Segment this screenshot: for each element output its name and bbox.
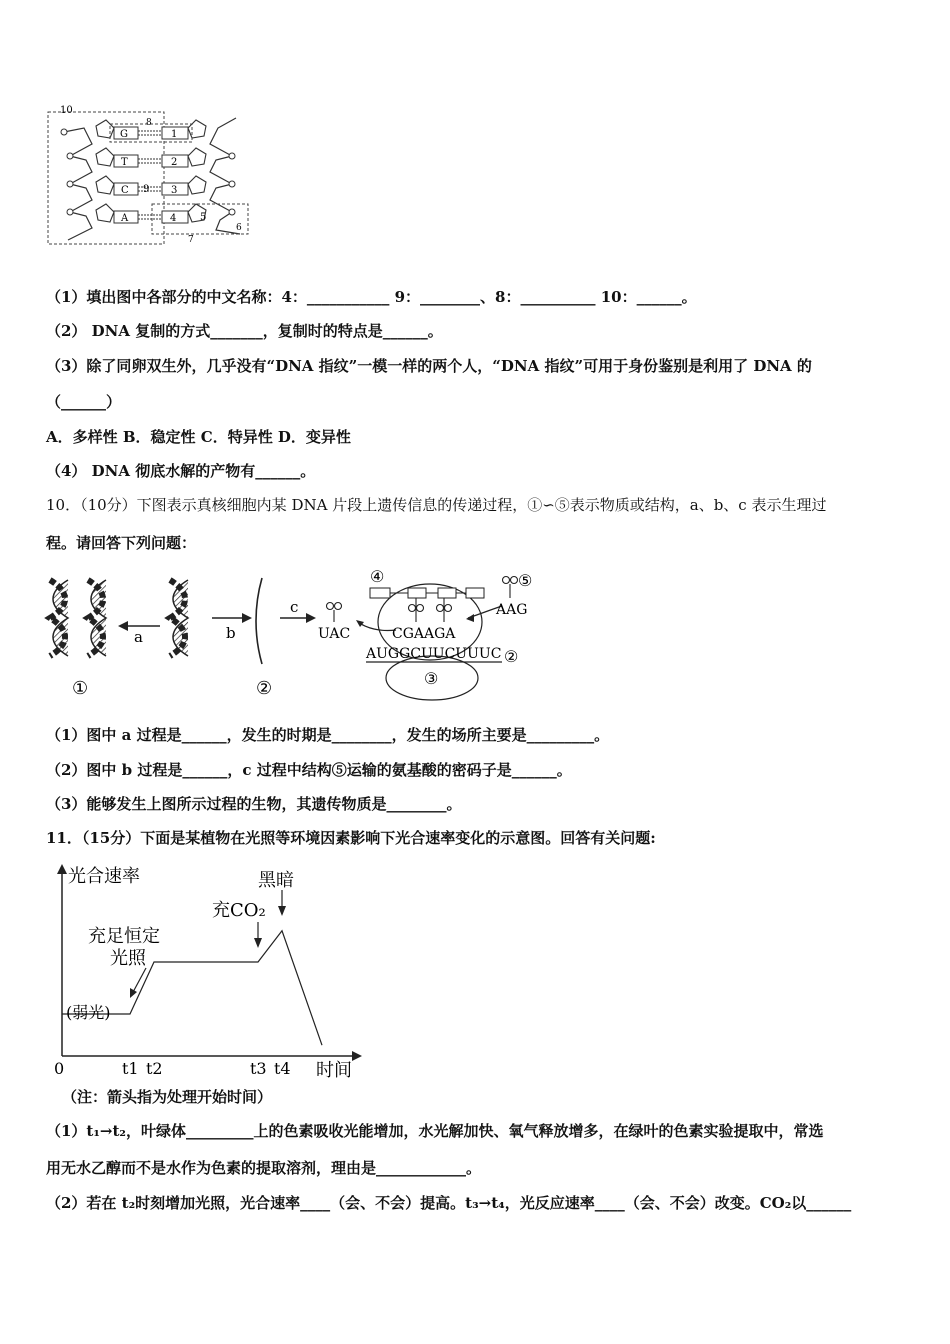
label-7: 7 <box>188 235 194 245</box>
annotation-weak-light: (弱光) <box>66 1003 111 1022</box>
x-tick-t1: t1 <box>122 1059 139 1078</box>
label-3: 3 <box>171 185 178 196</box>
q10-sub2: （2）图中 b 过程是______，c 过程中结构⑤运输的氨基酸的密码子是______。 <box>46 761 572 779</box>
series-line <box>62 931 322 1045</box>
base-t: T <box>121 157 128 168</box>
label-4: 4 <box>170 213 177 224</box>
q11-stem: 11．（15分）下面是某植物在光照等环境因素影响下光合速率变化的示意图。回答有关问题: <box>46 829 656 847</box>
arrow-b-label: b <box>226 624 236 642</box>
q10-sub3: （3）能够发生上图所示过程的生物，其遗传物质是________。 <box>46 795 462 813</box>
trna-exit-arrow <box>358 622 396 631</box>
q11-sub1-line1: （1）t₁→t₂，叶绿体_________上的色素吸收光能增加，水光解加快、氧气释放增多，在绿叶的色素实验提取中，常选 <box>46 1122 824 1140</box>
arrow-a-head <box>118 621 128 631</box>
left-sugars <box>96 120 114 222</box>
arrow-light-head <box>130 988 137 998</box>
q10-stem-line1 <box>46 494 826 515</box>
origin-label: 0 <box>54 1059 65 1078</box>
dna-helix-single <box>170 580 188 656</box>
x-tick-labels <box>122 1059 291 1078</box>
anticodon-uac: UAC <box>318 626 351 642</box>
peptide-box-4 <box>370 588 390 598</box>
label-9: 9 <box>143 184 150 195</box>
label-1: 1 <box>171 129 178 140</box>
label-1: ① <box>72 678 89 699</box>
q9-sub3: （3）除了同卵双生外，几乎没有“DNA 指纹”一模一样的两个人，“DNA 指纹”可用于身份鉴别是利用了 DNA 的 <box>46 357 812 375</box>
q10-stem-line2: 程。请回答下列问题： <box>46 534 197 552</box>
base-boxes-right <box>162 127 188 223</box>
arrow-dark-head <box>278 906 286 916</box>
annotation-co2: 充CO₂ <box>212 900 266 921</box>
peptide-box-2 <box>438 588 456 598</box>
label-5: 5 <box>200 212 207 223</box>
annotation-light-line2: 光照 <box>110 948 146 969</box>
annotation-light-line1: 充足恒定 <box>88 926 160 947</box>
anticodon-aag: AAG <box>496 602 528 618</box>
q10-stem-text: 10．（10分）下图表示真核细胞内某 DNA 片段上遗传信息的传递过程，①∽⑤表示物质或结构，a、b、c 表示生理过 <box>46 496 827 514</box>
base-boxes-left <box>114 127 138 223</box>
q9-sub3-blank: （______） <box>46 393 122 411</box>
annotation-dark: 黑暗 <box>258 870 294 891</box>
label-5: ⑤ <box>518 571 533 590</box>
label-3: ③ <box>424 669 439 688</box>
label-2-right: ② <box>504 647 519 666</box>
gene-expression-figure <box>40 566 540 706</box>
base-c: C <box>121 185 129 196</box>
x-axis-label: 时间 <box>316 1060 352 1081</box>
arrow-b-head <box>242 613 252 623</box>
y-axis-label: 光合速率 <box>68 866 140 887</box>
x-axis-arrow <box>352 1051 362 1061</box>
label-6: 6 <box>236 223 242 233</box>
photosynthesis-rate-chart <box>46 860 376 1085</box>
label-2-left: ② <box>256 678 273 699</box>
anticodons-mid: CGAAGA <box>392 626 456 642</box>
base-a: A <box>121 213 129 224</box>
hydrogen-bonds <box>138 131 162 219</box>
q11-sub1-line2: 用无水乙醇而不是水作为色素的提取溶剂，理由是____________。 <box>46 1159 482 1177</box>
arrow-light <box>132 968 146 994</box>
right-backbone <box>210 118 240 234</box>
dna-structure-figure <box>40 100 270 250</box>
x-tick-t2: t2 <box>146 1059 163 1078</box>
q11-sub2: （2）若在 t₂时刻增加光照，光合速率____（会、不会）提高。t₃→t₄，光反应速率____（会、不会）改变。CO₂以______ <box>46 1194 852 1212</box>
chart-note: （注：箭头指为处理开始时间） <box>62 1088 273 1106</box>
mrna-strand <box>256 578 262 664</box>
peptide-box <box>408 588 426 598</box>
arrow-c-label: c <box>290 598 299 616</box>
right-sugars <box>188 120 206 222</box>
mrna-sequence: AUGGCUUCUUUC <box>366 646 502 662</box>
label-8: 8 <box>146 118 152 128</box>
peptide-box-3 <box>466 588 484 598</box>
trna-enter-arrow-head <box>466 614 474 622</box>
q9-sub2: （2） DNA 复制的方式_______，复制时的特点是______。 <box>46 322 443 340</box>
arrow-c-head <box>306 613 316 623</box>
trna-exit-arrow-head <box>356 620 364 627</box>
q9-options: A．多样性 B．稳定性 C．特异性 D．变异性 <box>46 428 351 446</box>
x-tick-t4: t4 <box>274 1059 291 1078</box>
q9-sub1: （1）填出图中各部分的中文名称：4：___________ 9：________、8：__________ 10：______。 <box>46 288 697 306</box>
label-4: ④ <box>370 567 385 586</box>
base-g: G <box>120 129 128 140</box>
y-axis-arrow <box>57 864 67 874</box>
dna-helix-pair <box>50 580 106 656</box>
trna-icons <box>327 577 518 623</box>
q10-sub1: （1）图中 a 过程是______，发生的时期是________，发生的场所主要是_________。 <box>46 726 610 744</box>
label-2: 2 <box>171 157 178 168</box>
label-10: 10 <box>60 105 73 116</box>
x-tick-t3: t3 <box>250 1059 267 1078</box>
arrow-a-label: a <box>134 628 143 646</box>
q9-sub4: （4） DNA 彻底水解的产物有______。 <box>46 462 316 480</box>
arrow-co2-head <box>254 938 262 948</box>
